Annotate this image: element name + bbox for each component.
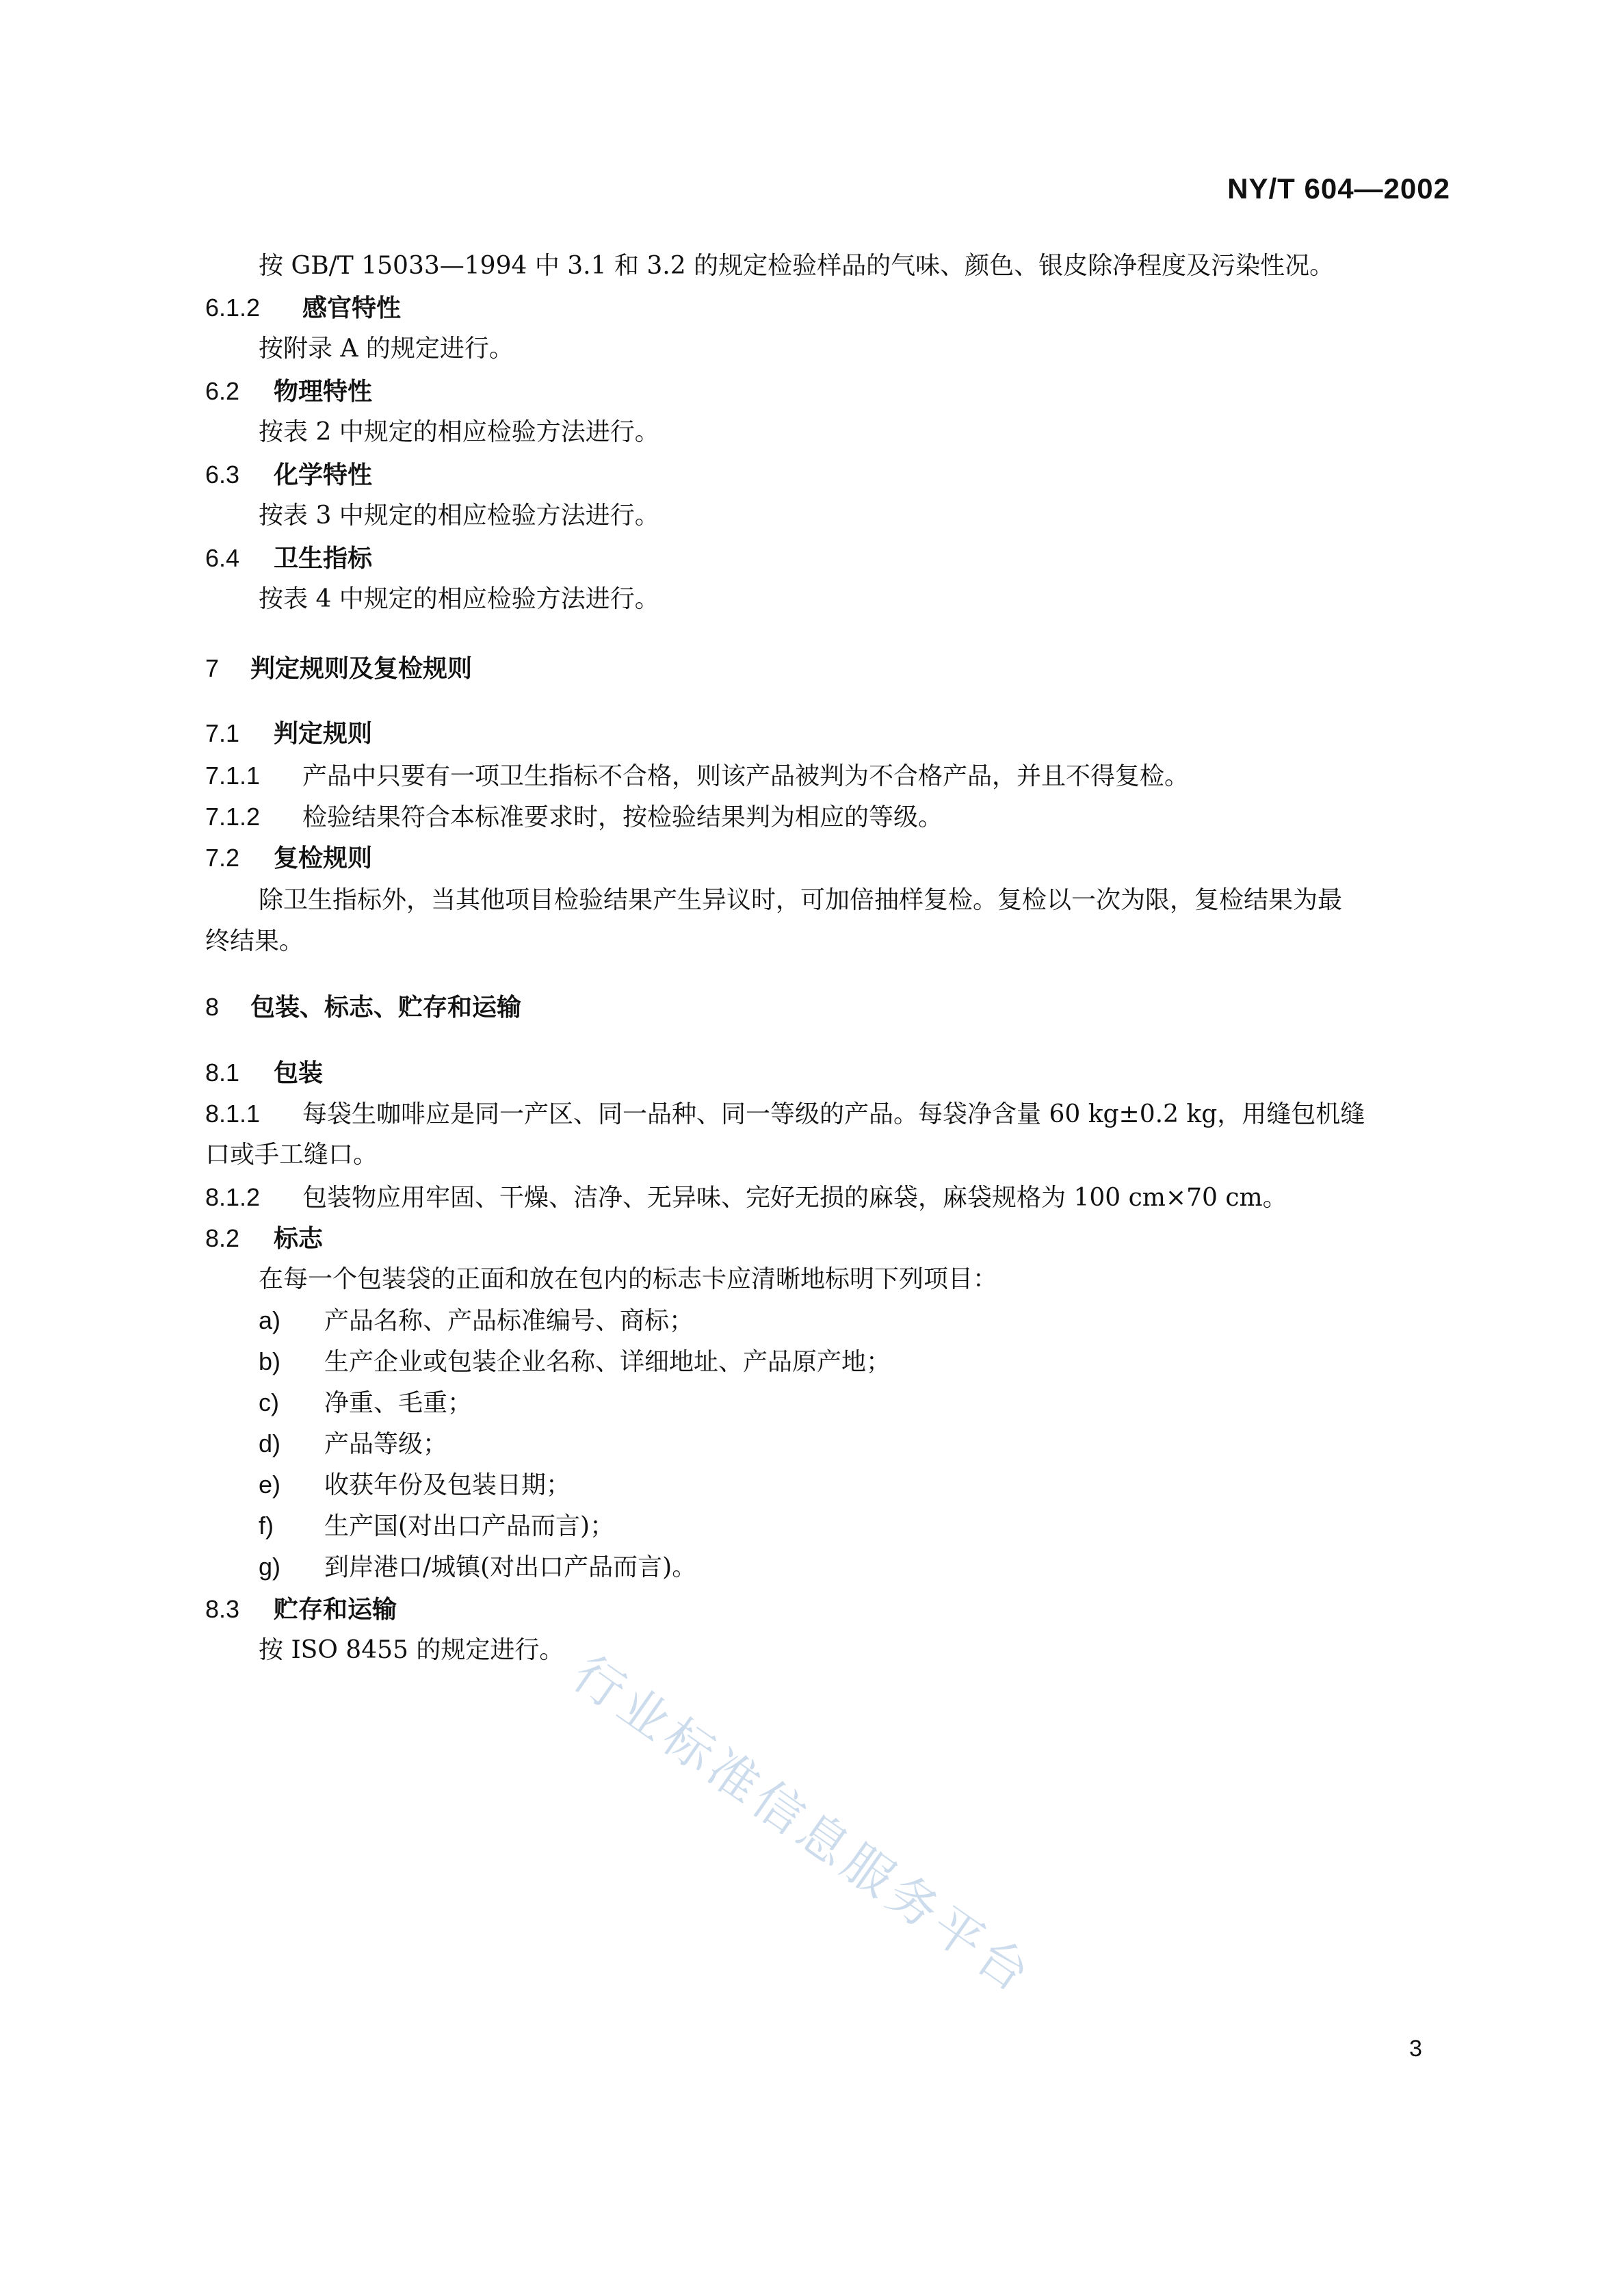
list-text: 生产国(对出口产品而言)； xyxy=(324,1512,615,1540)
section-number: 8.3 xyxy=(205,1595,240,1623)
list-label: e) xyxy=(259,1470,281,1499)
standard-code: NY/T 604—2002 xyxy=(1227,172,1450,205)
section-number: 8.1.2 xyxy=(205,1183,261,1211)
section-8-1-1-line-2: 口或手工缝口。 xyxy=(205,1141,378,1169)
section-number: 8.1 xyxy=(205,1059,240,1087)
list-text: 产品名称、产品标准编号、商标； xyxy=(324,1307,694,1335)
section-number: 6.1.2 xyxy=(205,294,261,322)
section-number: 7 xyxy=(205,654,220,682)
list-item-d xyxy=(259,1427,447,1462)
section-8-2-intro: 在每一个包装袋的正面和放在包内的标志卡应清晰地标明下列项目： xyxy=(259,1265,998,1293)
section-7-2-heading xyxy=(205,841,372,876)
section-title: 包装 xyxy=(274,1059,324,1087)
list-item-f xyxy=(259,1509,614,1544)
list-label: a) xyxy=(259,1306,281,1334)
list-item-g xyxy=(259,1550,696,1585)
list-label: d) xyxy=(259,1429,281,1457)
list-label: f) xyxy=(259,1512,274,1540)
section-title: 复检规则 xyxy=(274,844,373,872)
section-7-1-2 xyxy=(205,800,943,835)
section-title: 感官特性 xyxy=(302,294,402,322)
section-8-3-body: 按 ISO 8455 的规定进行。 xyxy=(259,1636,564,1664)
section-number: 7.1.2 xyxy=(205,803,261,831)
section-number: 8 xyxy=(205,993,220,1021)
section-6-2-body: 按表 2 中规定的相应检验方法进行。 xyxy=(259,418,659,446)
section-7-1-heading xyxy=(205,716,372,751)
section-title: 化学特性 xyxy=(274,461,373,489)
page-number: 3 xyxy=(1409,2036,1422,2062)
list-text: 产品等级； xyxy=(324,1430,448,1458)
section-7-2-body-line-1: 除卫生指标外，当其他项目检验结果产生异议时，可加倍抽样复检。复检以一次为限，复检结果为最 xyxy=(259,886,1343,914)
section-6-1-1-body: 按 GB/T 15033—1994 中 3.1 和 3.2 的规定检验样品的气味、颜色、银皮除净程度及污染性况。 xyxy=(259,252,1335,280)
section-body: 产品中只要有一项卫生指标不合格，则该产品被判为不合格产品，并且不得复检。 xyxy=(302,762,1190,790)
section-6-2-heading xyxy=(205,374,372,409)
section-title: 判定规则 xyxy=(274,720,373,748)
section-number: 7.2 xyxy=(205,844,240,872)
section-number: 6.4 xyxy=(205,544,240,572)
section-title: 包装、标志、贮存和运输 xyxy=(250,994,522,1022)
section-6-3-body: 按表 3 中规定的相应检验方法进行。 xyxy=(259,502,659,530)
section-body: 检验结果符合本标准要求时，按检验结果判为相应的等级。 xyxy=(302,803,943,831)
section-8-1-2 xyxy=(205,1180,1287,1215)
watermark: 行业标准信息服务平台 xyxy=(562,1644,1045,2006)
section-number: 6.3 xyxy=(205,461,240,489)
list-label: b) xyxy=(259,1347,281,1375)
section-6-4-body: 按表 4 中规定的相应检验方法进行。 xyxy=(259,585,659,613)
list-text: 收获年份及包装日期； xyxy=(324,1471,571,1499)
section-8-1-1-line-1 xyxy=(205,1097,1365,1132)
section-title: 标志 xyxy=(274,1225,324,1253)
section-6-4-heading xyxy=(205,541,372,576)
section-title: 判定规则及复检规则 xyxy=(250,655,473,683)
section-8-2-heading xyxy=(205,1221,323,1256)
list-text: 生产企业或包装企业名称、详细地址、产品原产地； xyxy=(324,1348,891,1376)
section-6-3-heading xyxy=(205,458,372,493)
section-number: 7.1 xyxy=(205,719,240,747)
section-8-1-heading xyxy=(205,1056,323,1091)
section-number: 8.2 xyxy=(205,1224,240,1252)
section-7-1-1 xyxy=(205,759,1189,794)
list-item-b xyxy=(259,1345,891,1379)
section-title: 卫生指标 xyxy=(274,545,373,573)
section-7-heading xyxy=(205,651,472,686)
section-number: 7.1.1 xyxy=(205,762,261,790)
list-text: 到岸港口/城镇(对出口产品而言)。 xyxy=(324,1553,697,1581)
section-6-1-2-heading xyxy=(205,291,401,326)
list-item-a xyxy=(259,1304,694,1338)
section-8-3-heading xyxy=(205,1592,397,1627)
section-body: 每袋生咖啡应是同一产区、同一品种、同一等级的产品。每袋净含量 60 kg±0.2 kg，用缝包机缝 xyxy=(302,1100,1365,1128)
section-title: 物理特性 xyxy=(274,378,373,406)
section-6-1-2-body: 按附录 A 的规定进行。 xyxy=(259,335,514,363)
list-text: 净重、毛重； xyxy=(324,1389,473,1417)
section-title: 贮存和运输 xyxy=(274,1596,397,1624)
section-body: 包装物应用牢固、干燥、洁净、无异味、完好无损的麻袋，麻袋规格为 100 cm×70 cm。 xyxy=(302,1184,1287,1212)
list-label: c) xyxy=(259,1388,279,1416)
section-number: 8.1.1 xyxy=(205,1100,261,1128)
list-label: g) xyxy=(259,1553,281,1581)
section-7-2-body-line-2: 终结果。 xyxy=(205,927,304,955)
section-8-heading xyxy=(205,990,521,1025)
list-item-e xyxy=(259,1468,571,1503)
section-number: 6.2 xyxy=(205,377,240,405)
list-item-c xyxy=(259,1386,472,1421)
